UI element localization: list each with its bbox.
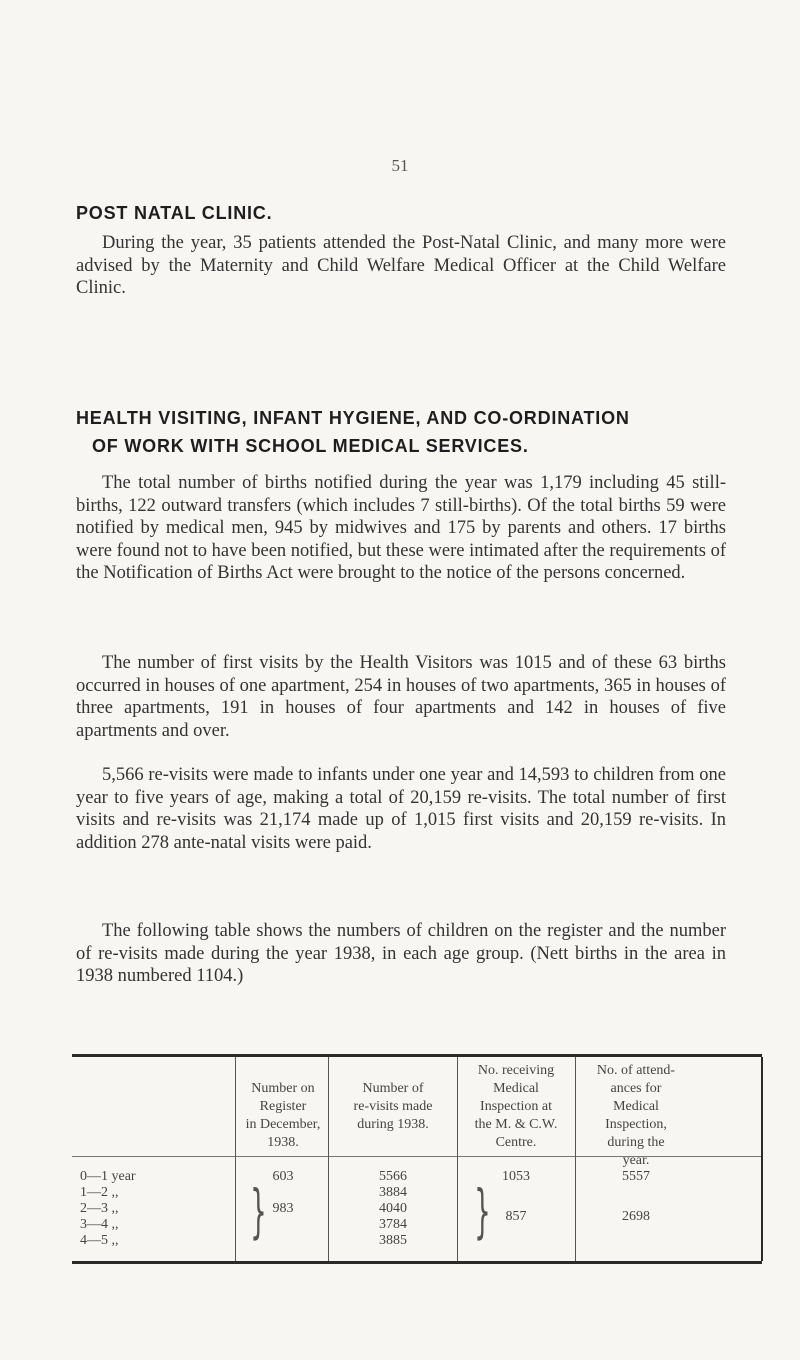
- revisits-1-2: 3884: [379, 1185, 407, 1200]
- register-1-5: 983: [272, 1201, 294, 1216]
- paragraph-table-intro: The following table shows the numbers of children on the register and the number of re-visits made during the year 1938, in each age group. (Nett births in the area in 1938 numbered 1104.): [76, 921, 726, 986]
- visits-table: [72, 1054, 762, 1264]
- header-number-on-register: Number on Register in December, 1938.: [245, 1081, 321, 1150]
- revisits-4-5: 3885: [379, 1233, 407, 1248]
- revisits-0-1: 5566: [379, 1169, 407, 1184]
- table-rule-bottom: [72, 1261, 762, 1264]
- age-label: 2—3 ,,: [80, 1201, 119, 1216]
- revisits-3-4: 3784: [379, 1217, 407, 1232]
- heading-health-visiting: [76, 404, 756, 460]
- attendances-0-1: 5557: [622, 1169, 650, 1184]
- age-group-column: [80, 1169, 136, 1249]
- header-number-of-revisits: Number of re-visits made during 1938.: [353, 1081, 433, 1132]
- heading-post-natal-clinic: POST NATAL CLINIC.: [76, 203, 273, 223]
- table-divider: [328, 1057, 329, 1261]
- age-label: 0—1 year: [80, 1169, 136, 1184]
- age-label: 4—5 ,,: [80, 1233, 119, 1248]
- attendances-1-5: 2698: [622, 1209, 650, 1224]
- table-rule-top: [72, 1054, 762, 1057]
- heading-line-2: OF WORK WITH SCHOOL MEDICAL SERVICES.: [92, 436, 529, 456]
- header-attendances: No. of attend- ances for Medical Inspection, during the year.: [596, 1063, 676, 1168]
- paragraph-births-notified: The total number of births notified during the year was 1,179 including 45 still-births, 122 outward transfers (which includes 7 still-births). Of the total births 59 were notified by medical men, 945 by midwives and 175 by parents and others. 17 births were found not to have been notified, but these were intimated after the requirements of the Notification of Births Act were brought to the notice of the persons concerned.: [76, 473, 726, 583]
- receiving-1-5: 857: [505, 1209, 527, 1224]
- table-divider: [235, 1057, 236, 1261]
- age-label: 1—2 ,,: [80, 1185, 119, 1200]
- page-number: 51: [391, 156, 409, 175]
- register-0-1: 603: [272, 1169, 294, 1184]
- receiving-0-1: 1053: [502, 1169, 530, 1184]
- paragraph-first-visits: The number of first visits by the Health Visitors was 1015 and of these 63 births occurred in houses of one apartment, 254 in houses of two apartments, 365 in houses of three apartments, 191 in houses of four apartments and 142 in houses of five apartments and over.: [76, 653, 726, 741]
- paragraph-re-visits: 5,566 re-visits were made to infants under one year and 14,593 to children from one year to five years of age, making a total of 20,159 re-visits. The total number of first visits and re-visits was 21,174 made up of 1,015 first visits and 20,159 re-visits. In addition 278 ante-natal visits were paid.: [76, 765, 726, 853]
- brace-register: }: [250, 1177, 267, 1245]
- paragraph-post-natal: During the year, 35 patients attended the Post-Natal Clinic, and many more were advised by the Maternity and Child Welfare Medical Officer at the Child Welfare Clinic.: [76, 233, 726, 298]
- header-medical-inspection: No. receiving Medical Inspection at the M. & C.W. Centre.: [474, 1063, 558, 1150]
- age-label: 3—4 ,,: [80, 1217, 119, 1232]
- heading-line-1: HEALTH VISITING, INFANT HYGIENE, AND CO-ORDINATION: [76, 408, 630, 428]
- brace-receiving: }: [474, 1177, 491, 1245]
- table-divider: [761, 1057, 763, 1261]
- revisits-2-3: 4040: [379, 1201, 407, 1216]
